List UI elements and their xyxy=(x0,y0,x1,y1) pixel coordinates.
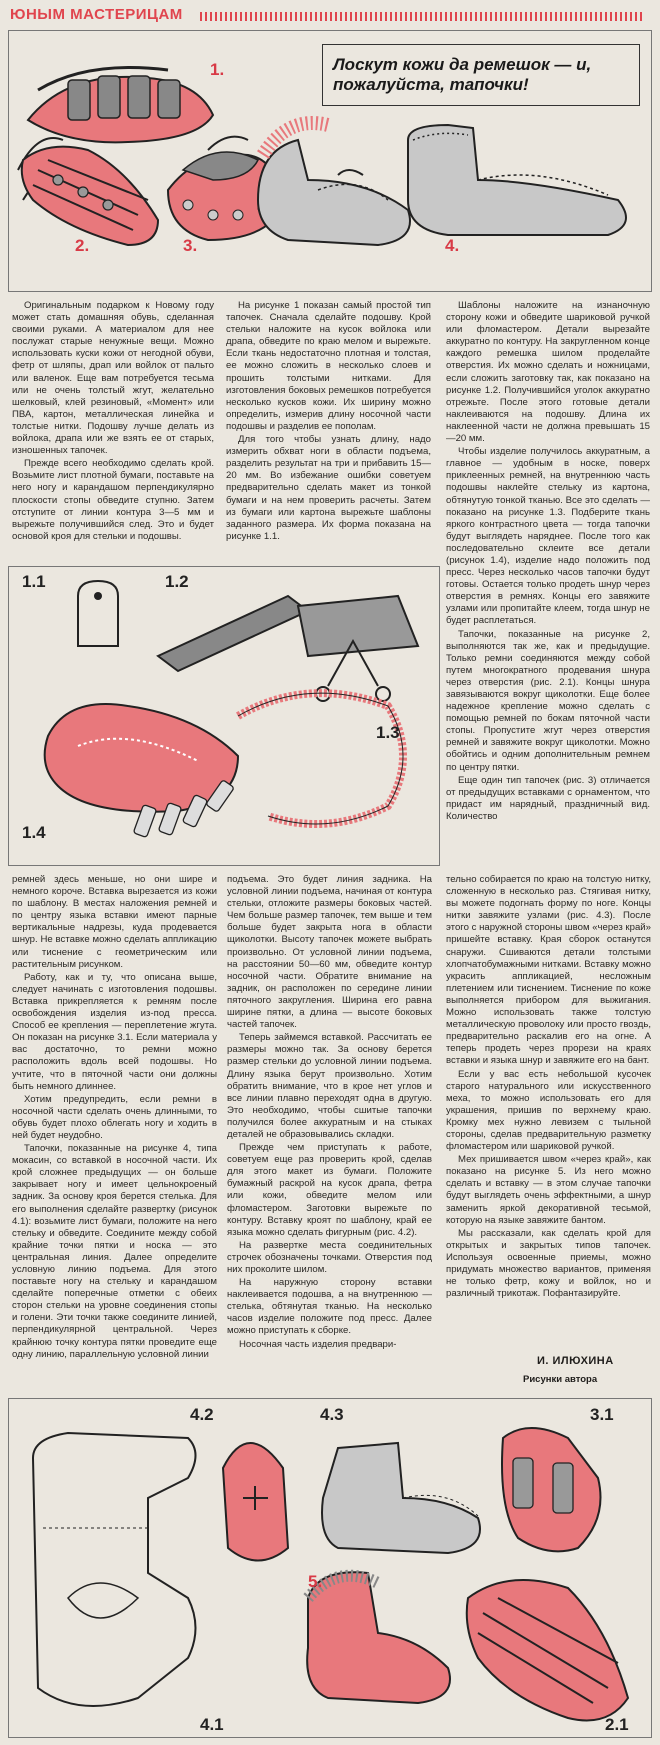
insert-3-1-icon xyxy=(502,1428,601,1551)
figure-label-1-3: 1.3 xyxy=(376,723,400,742)
paragraph: Шаблоны наложите на изнаночную сторону кожи и обведите шариковой ручкой или фломастером. Детали вырезайте аккуратно по контуру. На закругленном конце каждого ремешка шилом проделайте отверстия. Их можно сделать и ножницами, если сложить заготовку так, как показано на рисунке 1.2. Получившийся уголок аккуратно отрежьте. После этого готовые детали наклеиваются на подошву. Длина их наклеенной части не должна превышать 15—20 мм. xyxy=(446,300,650,445)
fur-slipper-5-icon xyxy=(307,1572,450,1703)
paragraph: Мех пришивается швом «через край», как показано на рисунке 5. Из него можно сделать и вставку — в этом случае тапочки будут выглядеть очень эффектными, а шнур заменить яркой декоративной тесьмой, которую на языке завяжите бантом. xyxy=(446,1154,651,1226)
moccasin-4-3-icon xyxy=(322,1443,480,1553)
article-title: Лоскут кожи да ремешок — и, пожалуйста, тапочки! xyxy=(333,54,592,94)
decorative-stripe xyxy=(200,12,645,21)
paragraph: Работу, как и ту, что описана выше, следует начинать с изготовления подошвы. Вставка прикрепляется к ремням после освобождения изделия из-под пресса. Способ ее крепления — переплетение жгута. Он показан на рисунке 3.1. Если материала у вас достаточно, то ремни можно расположить вдоль всей подошвы. Но учтите, что в пяточной части они должны быть немного длиннее. xyxy=(12,971,217,1092)
insole-with-straps-icon xyxy=(45,704,238,837)
paragraph: На развертке места соединительных строчек обозначены точками. Отверстия под них проколите шилом. xyxy=(227,1239,432,1275)
figure-label-3: 3. xyxy=(183,236,198,255)
paragraph: Хотим предупредить, если ремни в носочной части сделать очень длинными, то обувь будет плохо облегать ногу и ходить в ней будет неудобно. xyxy=(12,1093,217,1141)
figure-label-1: 1. xyxy=(210,60,225,79)
ruffled-edge-icon xyxy=(238,693,403,824)
figure-label-2-1: 2.1 xyxy=(605,1715,629,1734)
slipper-2-1-icon xyxy=(467,1580,628,1721)
pattern-steps-illustration xyxy=(8,566,440,866)
figure-label-5: 5. xyxy=(308,1572,323,1591)
column-2 xyxy=(226,300,431,544)
paragraph: Носочная часть изделия предвари- xyxy=(239,1338,397,1350)
figure-label-4-1: 4.1 xyxy=(200,1715,224,1734)
slipper-4-fur-icon xyxy=(258,123,410,245)
article-title-box xyxy=(322,44,640,106)
figure-label-2: 2. xyxy=(75,236,90,255)
paragraph: Прежде всего необходимо сделать крой. Возьмите лист плотной бумаги, поставьте на него ногу и карандашом перпендикулярно плоскости стопы обведите ступню. Затем отступите от линии контура 3—5 мм и вырежьте получившийся след. Это и будет основой кроя для стельки и подошвы. xyxy=(12,458,214,542)
pattern-4-1-icon xyxy=(33,1433,196,1706)
paragraph: Тапочки, показанные на рисунке 2, выполняются так же, как и предыдущие. Только ремни соединяются между собой путем многократного продевания шнура через отверстия (рис. 2.1). Концы шнура завязываются вокруг щиколотки. Еще более надежное крепление можно сделать с помощью ремней по бокам пяточной части стопы. Пропустите жгут через отверстия ремней и завяжите вокруг щиколотки. Можно обойтись и одним дополнительным ремнем по центру пятки. xyxy=(446,628,650,773)
paragraph: На наружную сторону вставки наклеивается подошва, а на внутреннюю — стелька, обтянутая тканью. На несколько часов изделие положите под пресс. Далее можно приступать к сборке. xyxy=(227,1277,432,1337)
paragraph: Теперь займемся вставкой. Рассчитать ее размеры можно так. За основу берется размер стельки до условной линии подъема. Длину языка берут произвольно. Хотим обратить внимание, что в крое нет углов и все линии плавно переходят одна в другую. Это необходимо, чтобы сшитые тапочки получился более аккуратным и на стыках деталей не образовывались складки. xyxy=(227,1032,432,1140)
paragraph: На рисунке 1 показан самый простой тип тапочек. Сначала сделайте подошву. Крой стельки наложите на кусок войлока или драпа, обведите по краю мелом и вырежьте. Если ткань недостаточно плотная и толстая, ее можно сложить в несколько слоев и прошить толстыми нитками. Для изготовления боковых ремешков потребуется несколько кусков кожи. Их ширину можно определить, измерив длину носочной части подошвы и разделив ее пополам. xyxy=(226,300,431,432)
paragraph: Для того чтобы узнать длину, надо измерить обхват ноги в области подъема, разделить результат на три и прибавить 15—20 мм. Во избежание ошибки советуем предварительно сделать макет из тонкой бумаги и на нем проверить расчеты. Затем из бумаги или картона вырежьте шаблоны заданного размера. Их форма показана на рисунке 1.1. xyxy=(226,434,431,542)
figure-label-4: 4. xyxy=(445,236,460,255)
rubric-heading: ЮНЫМ МАСТЕРИЦАМ xyxy=(10,6,183,23)
folded-strap-icon xyxy=(158,596,418,701)
column-3 xyxy=(446,300,650,824)
column-4 xyxy=(12,874,217,1362)
figure-label-1-4: 1.4 xyxy=(22,823,46,842)
paragraph: Еще один тип тапочек (рис. 3) отличается от предыдущих вставками с орнаментом, что придаст им нарядный, праздничный вид. Количество xyxy=(446,774,650,822)
figure-label-4-3: 4.3 xyxy=(320,1405,344,1424)
illustration-credit: Рисунки автора xyxy=(523,1374,598,1385)
figure-label-1-1: 1.1 xyxy=(22,572,46,591)
paragraph: тельно собирается по краю на толстую нитку, сложенную в несколько раз. Стягивая нитку, вы можете подогнать форму по ноге. Концы нитки завяжите узлами (рис. 4.3). После этого с наружной стороны швом «через край» пришейте вставку. Края сборок останутся снаружи. Сшиваются детали толстыми хлопчатобумажными нитками. Вставку можно украсить аппликацией, несложным плетением или тиснением. Тиснение по коже выполняется прибором для выжигания. Можно использовать также толстую металлическую проволоку или просто гвоздь, предварительно раскалив его на огне. А теперь продеть через прорези на краях вставки и языка шнур и завяжите его на бант. xyxy=(446,874,651,1067)
insert-4-2-icon xyxy=(223,1443,288,1561)
figure-label-3-1: 3.1 xyxy=(590,1405,614,1424)
paragraph: Чтобы изделие получилось аккуратным, а главное — удобным в носке, поверх приклеенных ремней, на внутреннюю часть подошвы наклейте стельку из картона, обтянутую тонкой тканью. Все это сделать — показано на рисунке 1.3. Подберите ткань яркого контрастного цвета — тогда тапочки будут выглядеть наряднее. После того как последовательно склеите все детали (рисунок 1.4), изделие надо положить под пресс. Через несколько часов тапочки будут готовы. Остается только продеть шнур через отверстия в ремнях. Концы его завяжите узлами или пропитайте клеем, тогда шнур не будет расплетаться. xyxy=(446,446,650,627)
paragraph: Оригинальным подарком к Новому году может стать домашняя обувь, сделанная своими руками. А материалом для нее послужат старые ненужные вещи. Можно использовать куски кожи от негодной обуви, фетр от шляпы, драп или войлок от пальто или валенок. Еще вам потребуется тесьма или не очень толстый жгут, желательно шелковый, клей резиновый, «Момент» или ПВА, картон, металлическая линейка и толстые нитки. Подошву лучше делать из войлока, драпа или же взять ее от старых, изношенных тапочек. xyxy=(12,300,214,457)
figure-label-4-2: 4.2 xyxy=(190,1405,214,1424)
strap-template-icon xyxy=(78,581,118,646)
slipper-2-icon xyxy=(22,147,158,245)
paragraph: Если у вас есть небольшой кусочек старого натурального или искусственного меха, то можно использовать его для украшения, пришив по верхнему краю. Кромку мех нужно левизем с тыльной стороны, сделав предварительную разметку фломастером или шариковой ручкой. xyxy=(446,1068,651,1153)
slipper-5-moccasin-icon xyxy=(408,125,626,235)
column-6 xyxy=(446,874,651,1301)
paragraph: ремней здесь меньше, но они шире и немного короче. Вставка вырезается из кожи по шаблону. В местах наложения ремней и по центру языка вставки имеют парные вертикальные надрезы, куда продевается шнур. Не вставке можно сделать аппликацию или тиснение с геометрическим или растительным рисунком. xyxy=(12,874,217,970)
column-1 xyxy=(12,300,214,544)
paragraph: Прежде чем приступать к работе, советуем еще раз проверить крой, сделав для этого макет из бумаги. Положите бумажный раскрой на кусок драпа, фетра или кожи, обведите мелом или фломастером. Заготовки вырежьте по контуру. Вставку кроят по шаблону, край ее языка можно сделать фигурным (рис. 4.2). xyxy=(227,1142,432,1238)
patterns-bottom-illustration xyxy=(8,1398,652,1738)
paragraph: подъема. Это будет линия задника. На условной линии подъема, начиная от контура стельки, отложите размеры боковых частей. Чем больше размер тапочек, тем выше и тем больше будет закрыта нога в области щиколотки. Высоту тапочек можете выбрать произвольно. От условной линии подъема, на расстоянии 50—60 мм, обведите контур носочной части. Обратите внимание на задник, он расположен по середине линии пяточного закругления. Ширина его равна ширине пятки, а длина — высоте боковых частей тапочек. xyxy=(227,874,432,1031)
paragraph: Тапочки, показанные на рисунке 4, типа мокасин, со вставкой в носочной части. Их крой сложнее предыдущих — он больше закрывает ногу и имеет цельнокроеный задник. За основу кроя берется стелька. Для его выполнения сделайте развертку (рисунок 4.1): возьмите лист бумаги, положите на него стельку и обведите. Соедините между собой крайние точки пятки и носка — это центральная линия. Далее определите условную линию подъема. Для этого поставьте ногу на стельку и карандашом сделайте поперечные отметки с обеих сторон стельки на уровне соединения стопы и голени. Эти точки также соедините линией, перпендикулярной центральной. Через крайнюю точку контура пятки проведите еще одну линию, параллельную условной линии xyxy=(12,1143,217,1360)
paragraph: Мы рассказали, как сделать крой для открытых и закрытых типов тапочек. Используя освоенные приемы, можно придумать множество вариантов, применяя не только фетр, кожу и войлок, но и различный трикотаж. Пофантазируйте. xyxy=(446,1227,651,1300)
figure-label-1-2: 1.2 xyxy=(165,572,189,591)
column-5 xyxy=(227,874,432,1352)
author-name: И. ИЛЮХИНА xyxy=(537,1355,614,1367)
